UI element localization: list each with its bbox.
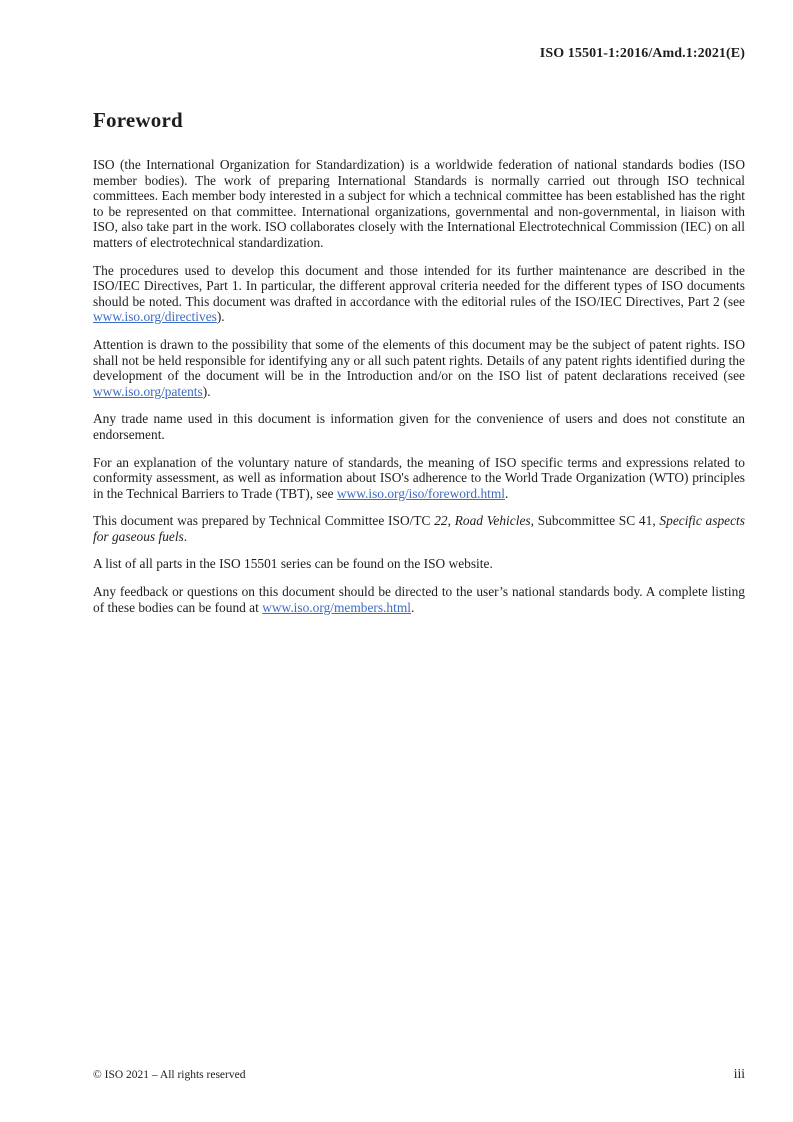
paragraph [93, 455, 745, 502]
text-run: A list of all parts in the ISO 15501 series can be found on the ISO website. [93, 556, 493, 572]
text-run: , Subcommittee SC 41, [530, 513, 660, 529]
hyperlink[interactable]: www.iso.org/iso/foreword.html [336, 485, 505, 501]
paragraph [93, 157, 745, 251]
hyperlink[interactable]: www.iso.org/directives [93, 309, 217, 325]
paragraph [93, 263, 745, 325]
text-run: The procedures used to develop this document and those intended for its further maintenance are described in the ISO/IEC Directives, Part 1. In particular, the different approval criteria needed for the different types of ISO documents should be noted. This document was drafted in accordance with the editorial rules of the ISO/IEC Directives, Part 2 (see [93, 262, 745, 309]
paragraph [93, 513, 745, 544]
paragraph [93, 411, 745, 442]
text-run: ISO (the International Organization for Standardization) is a worldwide federation of national standards bodies (ISO member bodies). The work of preparing International Standards is normally carried out through ISO technical committees. Each member body interested in a subject for which a technical committee has been established has the right to be represented on that committee. International organizations, governmental and non-governmental, in liaison with ISO, also take part in the work. ISO collaborates closely with the International Electrotechnical Commission (IEC) on all matters of electrotechnical standardization. [93, 157, 745, 250]
text-run: . [183, 528, 188, 544]
document-reference: ISO 15501-1:2016/Amd.1:2021(E) [539, 46, 745, 61]
hyperlink[interactable]: www.iso.org/patents [93, 383, 203, 399]
text-run: . [505, 485, 509, 501]
text-run: This document was prepared by Technical Committee ISO/TC [93, 513, 435, 529]
page-title: Foreword [93, 108, 183, 132]
document-header [93, 46, 745, 62]
text-run: Any trade name used in this document is information given for the convenience of users and does not constitute an endorsement. [93, 411, 745, 442]
copyright-notice: © ISO 2021 – All rights reserved [93, 1069, 246, 1081]
text-run: Any feedback or questions on this document should be directed to the user’s national standards body. A complete listing of these bodies can be found at [93, 584, 745, 615]
paragraph [93, 584, 745, 615]
foreword-paragraphs [93, 157, 745, 615]
page-number: iii [733, 1066, 745, 1081]
document-body [93, 108, 745, 627]
italic-text: Road Vehicles [454, 513, 531, 529]
text-run: For an explanation of the voluntary nature of standards, the meaning of ISO specific terms and expressions related to conformity assessment, as well as information about ISO's adherence to the World Trade Organization (WTO) principles in the Technical Barriers to Trade (TBT), see [93, 454, 745, 501]
italic-text: 22 [434, 513, 448, 529]
text-run: ). [216, 309, 225, 325]
text-run: Attention is drawn to the possibility that some of the elements of this document may be the subject of patent rights. ISO shall not be held responsible for identifying any or all such patent rights. Details of any patent rights identified during the development of the document will be in the Introduction and/or on the ISO list of patent declarations received (see [93, 336, 745, 384]
hyperlink[interactable]: www.iso.org/members.html [262, 599, 411, 615]
text-run: ). [202, 383, 211, 399]
text-run: , [447, 513, 455, 529]
text-run: . [410, 599, 415, 615]
paragraph [93, 337, 745, 399]
paragraph [93, 556, 745, 572]
document-footer [93, 1066, 745, 1082]
italic-text: Specific aspects for gaseous fuels [93, 513, 745, 544]
